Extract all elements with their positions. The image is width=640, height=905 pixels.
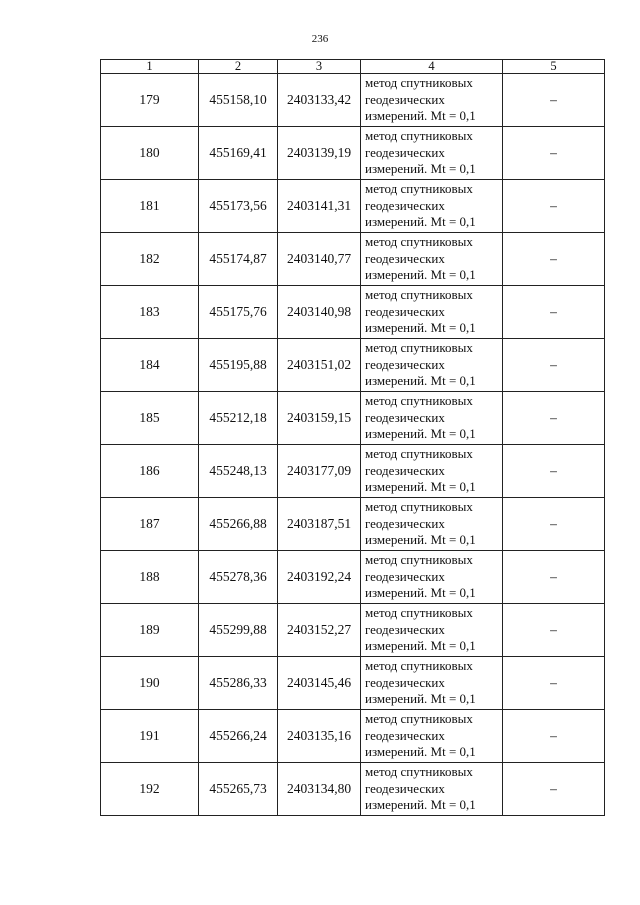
x-coordinate-cell: 455286,33 bbox=[199, 657, 278, 710]
method-line-2: геодезических bbox=[365, 356, 445, 372]
method-line-1: метод спутниковых bbox=[365, 499, 473, 515]
table-row bbox=[101, 604, 605, 657]
note-cell: – bbox=[503, 657, 605, 710]
method-line-1: метод спутниковых bbox=[365, 446, 473, 462]
table-row bbox=[101, 339, 605, 392]
table-row bbox=[101, 180, 605, 233]
method-cell bbox=[361, 233, 503, 286]
method-line-2: геодезических bbox=[365, 91, 445, 107]
method-line-1: метод спутниковых bbox=[365, 393, 473, 409]
method-cell bbox=[361, 445, 503, 498]
method-line-2: геодезических bbox=[365, 780, 445, 796]
method-line-2: геодезических bbox=[365, 462, 445, 478]
table-row bbox=[101, 498, 605, 551]
note-cell: – bbox=[503, 604, 605, 657]
point-number-cell: 179 bbox=[101, 74, 199, 127]
note-cell: – bbox=[503, 233, 605, 286]
point-number-cell: 192 bbox=[101, 763, 199, 816]
method-line-1: метод спутниковых bbox=[365, 340, 473, 356]
y-coordinate-cell: 2403145,46 bbox=[278, 657, 361, 710]
page-number: 236 bbox=[311, 33, 329, 45]
point-number-cell: 187 bbox=[101, 498, 199, 551]
method-cell bbox=[361, 551, 503, 604]
point-number-cell: 181 bbox=[101, 180, 199, 233]
table-row bbox=[101, 551, 605, 604]
table-row bbox=[101, 286, 605, 339]
x-coordinate-cell: 455173,56 bbox=[199, 180, 278, 233]
method-line-1: метод спутниковых bbox=[365, 711, 473, 727]
column-header-1: 1 bbox=[101, 60, 199, 74]
note-cell: – bbox=[503, 445, 605, 498]
method-line-3: измерений. Mt = 0,1 bbox=[365, 532, 476, 548]
note-cell: – bbox=[503, 498, 605, 551]
note-cell: – bbox=[503, 127, 605, 180]
coordinates-table bbox=[100, 59, 605, 816]
y-coordinate-cell: 2403192,24 bbox=[278, 551, 361, 604]
method-cell bbox=[361, 392, 503, 445]
method-line-2: геодезических bbox=[365, 727, 445, 743]
method-line-3: измерений. Mt = 0,1 bbox=[365, 479, 476, 495]
table-body bbox=[101, 74, 605, 816]
method-cell bbox=[361, 763, 503, 816]
y-coordinate-cell: 2403140,77 bbox=[278, 233, 361, 286]
method-line-2: геодезических bbox=[365, 568, 445, 584]
x-coordinate-cell: 455195,88 bbox=[199, 339, 278, 392]
method-line-1: метод спутниковых bbox=[365, 658, 473, 674]
method-line-1: метод спутниковых bbox=[365, 128, 473, 144]
method-line-1: метод спутниковых bbox=[365, 764, 473, 780]
method-line-1: метод спутниковых bbox=[365, 287, 473, 303]
x-coordinate-cell: 455169,41 bbox=[199, 127, 278, 180]
table-row bbox=[101, 657, 605, 710]
method-line-3: измерений. Mt = 0,1 bbox=[365, 797, 476, 813]
table-row bbox=[101, 233, 605, 286]
method-line-2: геодезических bbox=[365, 621, 445, 637]
method-cell bbox=[361, 339, 503, 392]
note-cell: – bbox=[503, 74, 605, 127]
method-line-3: измерений. Mt = 0,1 bbox=[365, 426, 476, 442]
y-coordinate-cell: 2403135,16 bbox=[278, 710, 361, 763]
method-line-3: измерений. Mt = 0,1 bbox=[365, 267, 476, 283]
method-line-2: геодезических bbox=[365, 409, 445, 425]
point-number-cell: 185 bbox=[101, 392, 199, 445]
method-line-3: измерений. Mt = 0,1 bbox=[365, 373, 476, 389]
method-line-3: измерений. Mt = 0,1 bbox=[365, 691, 476, 707]
note-cell: – bbox=[503, 710, 605, 763]
x-coordinate-cell: 455174,87 bbox=[199, 233, 278, 286]
y-coordinate-cell: 2403177,09 bbox=[278, 445, 361, 498]
x-coordinate-cell: 455248,13 bbox=[199, 445, 278, 498]
method-line-1: метод спутниковых bbox=[365, 552, 473, 568]
method-cell bbox=[361, 710, 503, 763]
method-line-3: измерений. Mt = 0,1 bbox=[365, 320, 476, 336]
method-line-2: геодезических bbox=[365, 515, 445, 531]
point-number-cell: 182 bbox=[101, 233, 199, 286]
table-row bbox=[101, 127, 605, 180]
note-cell: – bbox=[503, 392, 605, 445]
point-number-cell: 190 bbox=[101, 657, 199, 710]
x-coordinate-cell: 455158,10 bbox=[199, 74, 278, 127]
method-line-3: измерений. Mt = 0,1 bbox=[365, 744, 476, 760]
method-cell bbox=[361, 74, 503, 127]
y-coordinate-cell: 2403152,27 bbox=[278, 604, 361, 657]
method-line-3: измерений. Mt = 0,1 bbox=[365, 585, 476, 601]
column-header-3: 3 bbox=[278, 60, 361, 74]
method-line-1: метод спутниковых bbox=[365, 75, 473, 91]
point-number-cell: 188 bbox=[101, 551, 199, 604]
x-coordinate-cell: 455175,76 bbox=[199, 286, 278, 339]
point-number-cell: 183 bbox=[101, 286, 199, 339]
method-cell bbox=[361, 604, 503, 657]
table-row bbox=[101, 763, 605, 816]
y-coordinate-cell: 2403133,42 bbox=[278, 74, 361, 127]
x-coordinate-cell: 455278,36 bbox=[199, 551, 278, 604]
column-header-5: 5 bbox=[503, 60, 605, 74]
x-coordinate-cell: 455266,24 bbox=[199, 710, 278, 763]
method-cell bbox=[361, 180, 503, 233]
x-coordinate-cell: 455299,88 bbox=[199, 604, 278, 657]
method-line-3: измерений. Mt = 0,1 bbox=[365, 161, 476, 177]
note-cell: – bbox=[503, 763, 605, 816]
method-line-1: метод спутниковых bbox=[365, 181, 473, 197]
x-coordinate-cell: 455265,73 bbox=[199, 763, 278, 816]
point-number-cell: 189 bbox=[101, 604, 199, 657]
table-row bbox=[101, 445, 605, 498]
point-number-cell: 180 bbox=[101, 127, 199, 180]
y-coordinate-cell: 2403140,98 bbox=[278, 286, 361, 339]
method-line-3: измерений. Mt = 0,1 bbox=[365, 214, 476, 230]
y-coordinate-cell: 2403141,31 bbox=[278, 180, 361, 233]
method-line-1: метод спутниковых bbox=[365, 234, 473, 250]
table-header bbox=[101, 60, 605, 74]
x-coordinate-cell: 455212,18 bbox=[199, 392, 278, 445]
method-line-3: измерений. Mt = 0,1 bbox=[365, 108, 476, 124]
x-coordinate-cell: 455266,88 bbox=[199, 498, 278, 551]
note-cell: – bbox=[503, 339, 605, 392]
table-row bbox=[101, 392, 605, 445]
method-cell bbox=[361, 127, 503, 180]
method-cell bbox=[361, 657, 503, 710]
point-number-cell: 186 bbox=[101, 445, 199, 498]
method-line-2: геодезических bbox=[365, 250, 445, 266]
y-coordinate-cell: 2403139,19 bbox=[278, 127, 361, 180]
y-coordinate-cell: 2403134,80 bbox=[278, 763, 361, 816]
method-line-2: геодезических bbox=[365, 674, 445, 690]
method-line-3: измерений. Mt = 0,1 bbox=[365, 638, 476, 654]
y-coordinate-cell: 2403187,51 bbox=[278, 498, 361, 551]
y-coordinate-cell: 2403151,02 bbox=[278, 339, 361, 392]
note-cell: – bbox=[503, 286, 605, 339]
method-line-1: метод спутниковых bbox=[365, 605, 473, 621]
table-row bbox=[101, 74, 605, 127]
table-row bbox=[101, 710, 605, 763]
header-row bbox=[101, 60, 605, 74]
column-header-2: 2 bbox=[199, 60, 278, 74]
note-cell: – bbox=[503, 551, 605, 604]
method-line-2: геодезических bbox=[365, 303, 445, 319]
method-cell bbox=[361, 286, 503, 339]
note-cell: – bbox=[503, 180, 605, 233]
method-cell bbox=[361, 498, 503, 551]
method-line-2: геодезических bbox=[365, 197, 445, 213]
point-number-cell: 184 bbox=[101, 339, 199, 392]
y-coordinate-cell: 2403159,15 bbox=[278, 392, 361, 445]
method-line-2: геодезических bbox=[365, 144, 445, 160]
point-number-cell: 191 bbox=[101, 710, 199, 763]
column-header-4: 4 bbox=[361, 60, 503, 74]
